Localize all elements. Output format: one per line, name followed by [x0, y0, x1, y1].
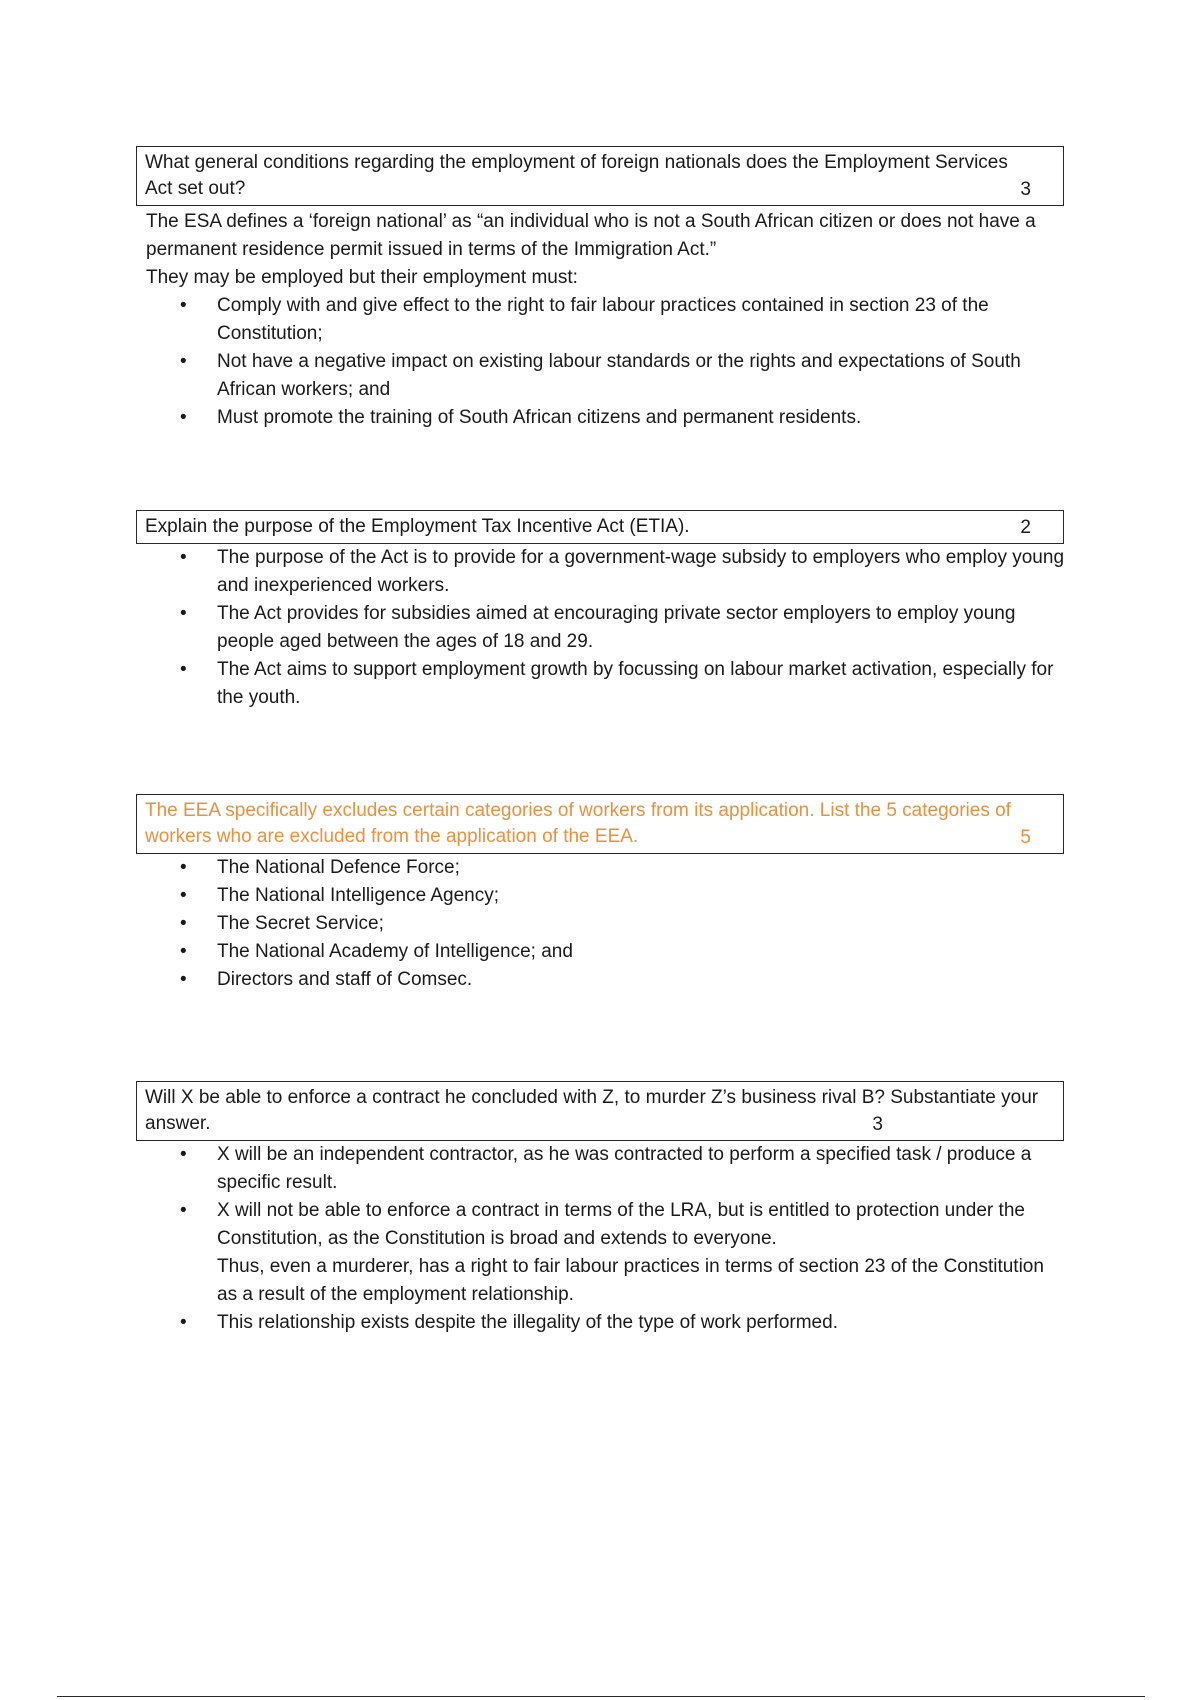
question-marks: 2 — [1020, 517, 1031, 538]
question-marks: 3 — [872, 1114, 883, 1135]
question-section-4 — [136, 1081, 1064, 1337]
answer-bullet: • The Secret Service; — [217, 910, 1064, 938]
answer-bullet: • Not have a negative impact on existing labour standards or the rights and expectations of South African workers; and — [217, 348, 1064, 404]
answer-bullet: • Must promote the training of South African citizens and permanent residents. — [217, 404, 1064, 432]
answer-bullet: • This relationship exists despite the illegality of the type of work performed. — [217, 1309, 1064, 1337]
answer-bullet-list — [136, 1141, 1064, 1337]
answer-bullet-list — [136, 854, 1064, 994]
answer-bullet: • The Act provides for subsidies aimed at encouraging private sector employers to employ young people aged between the ages of 18 and 29. — [217, 600, 1064, 656]
answer-bullet: • The National Defence Force; — [217, 854, 1064, 882]
answer-bullet-list — [136, 292, 1064, 432]
question-marks: 3 — [1020, 179, 1031, 200]
question-box-4 — [136, 1081, 1064, 1141]
answer-bullet: • The Act aims to support employment growth by focussing on labour market activation, especially for the youth. — [217, 656, 1064, 712]
question-text: The EEA specifically excludes certain categories of workers from its application. List the 5 categories of workers who are excluded from the application of the EEA. — [145, 800, 1011, 847]
question-text: What general conditions regarding the employment of foreign nationals does the Employment Services Act set out? — [145, 152, 1008, 199]
question-box-2 — [136, 510, 1064, 544]
answer-bullet: • X will be an independent contractor, as he was contracted to perform a specified task / produce a specific result. — [217, 1141, 1064, 1197]
answer-bullet: • The National Intelligence Agency; — [217, 882, 1064, 910]
question-box-1 — [136, 146, 1064, 206]
question-text: Will X be able to enforce a contract he concluded with Z, to murder Z’s business rival B? Substantiate your answer. — [145, 1087, 1039, 1134]
answer-bullet: • Comply with and give effect to the right to fair labour practices contained in section 23 of the Constitution; — [217, 292, 1064, 348]
answer-paragraph: The ESA defines a ‘foreign national’ as “an individual who is not a South African citizen or does not have a permanent residence permit issued in terms of the Immigration Act.” — [146, 211, 1036, 260]
answer-bullet: • Directors and staff of Comsec. — [217, 966, 1064, 994]
answer-paragraph: They may be employed but their employment must: — [146, 267, 578, 288]
answer-bullet-list — [136, 544, 1064, 712]
question-marks: 5 — [1020, 827, 1031, 848]
question-section-3 — [136, 794, 1064, 994]
question-section-1 — [136, 146, 1064, 432]
answer-bullet: • X will not be able to enforce a contract in terms of the LRA, but is entitled to protection under the Constitution, as the Constitution is broad and extends to everyone. — [217, 1197, 1064, 1253]
question-text: Explain the purpose of the Employment Tax Incentive Act (ETIA). — [145, 516, 690, 537]
answer-bullet: • The purpose of the Act is to provide for a government-wage subsidy to employers who employ young and inexperienced workers. — [217, 544, 1064, 600]
answer-bullet: • The National Academy of Intelligence; and — [217, 938, 1064, 966]
page-footer-rule — [57, 1696, 1145, 1697]
answer-continuation: Thus, even a murderer, has a right to fair labour practices in terms of section 23 of the Constitution as a result of the employment relationship. — [217, 1256, 1044, 1305]
question-section-2 — [136, 510, 1064, 712]
question-box-3 — [136, 794, 1064, 854]
